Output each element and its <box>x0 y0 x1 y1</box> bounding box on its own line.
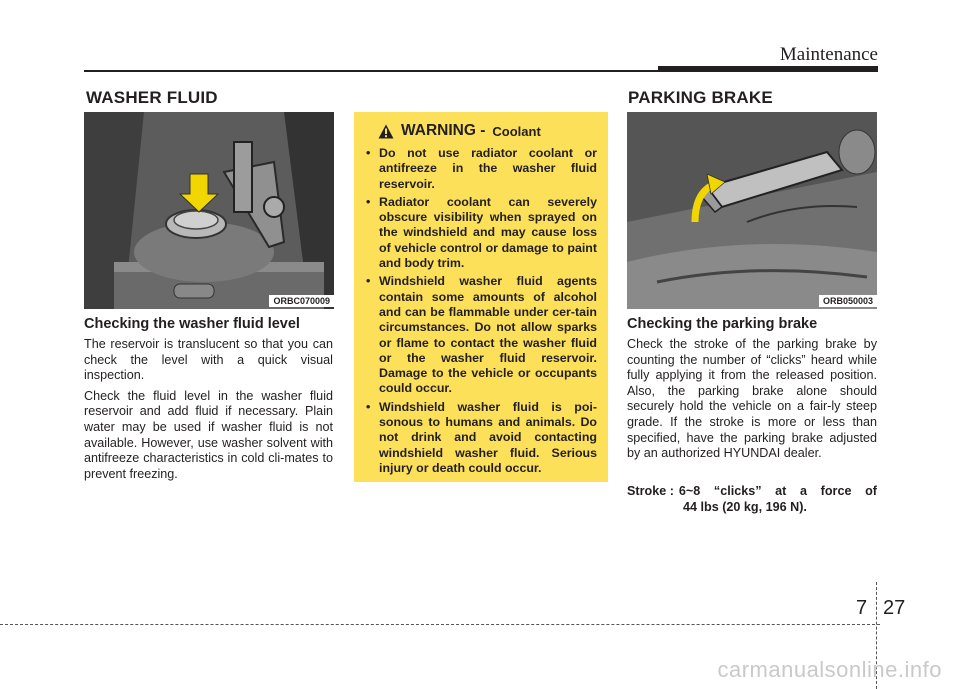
warning-item: • Radiator coolant can severely obscure visibility when sprayed on the windshield and may cause loss of vehicle control or damage to paint and body trim. <box>366 194 597 271</box>
parking-brake-photo <box>627 112 877 309</box>
warning-topic: Coolant <box>492 123 541 139</box>
washer-body <box>84 337 333 487</box>
warning-label: WARNING - <box>401 122 486 139</box>
warning-title <box>378 122 597 140</box>
stroke-spec <box>627 484 877 515</box>
parking-brake-illustration <box>627 112 877 309</box>
parking-body <box>627 337 877 467</box>
washer-paragraph-2: Check the fluid level in the washer fluid reservoir and add fluid if necessary. Plain water may be used if washer fluid is not available. However, use washer solvent with antifreeze characteristics in cold cli-mates to prevent freezing. <box>84 388 333 481</box>
stroke-value: 6~8 “clicks” at a force of <box>678 484 877 498</box>
parking-subheading: Checking the parking brake <box>627 316 818 332</box>
page-number: 27 <box>883 597 906 619</box>
watermark-text: carmanualsonline.info <box>717 657 942 682</box>
warning-box <box>354 112 608 482</box>
warning-triangle-icon <box>378 124 394 139</box>
stroke-value-line-2: 44 lbs (20 kg, 196 N). <box>683 499 807 514</box>
warning-list <box>366 146 597 476</box>
stroke-label: Stroke : <box>627 484 674 498</box>
parking-brake-heading: PARKING BRAKE <box>628 88 773 107</box>
washer-photo-code: ORBC070009 <box>269 295 334 307</box>
washer-subheading: Checking the washer fluid level <box>84 316 300 332</box>
warning-item: • Windshield washer fluid agents contain some amounts of alcohol and can be flammable under cer-tain circumstances. Do not allow sparks or flame to contact the washer fluid or the washer fluid reservoir. Damage to the vehicle or occupants could occur. <box>366 274 597 396</box>
parking-photo-code: ORB050003 <box>819 295 877 307</box>
chapter-number: 7 <box>856 597 868 619</box>
washer-fluid-heading: WASHER FLUID <box>86 88 218 107</box>
running-title: Maintenance <box>779 44 878 65</box>
warning-item: • Windshield washer fluid is poi-sonous to humans and animals. Do not drink and avoid contacting windshield washer fluid. Serious injury or death could occur. <box>366 399 597 475</box>
washer-reservoir-photo <box>84 112 334 309</box>
header-rule-accent <box>658 66 878 72</box>
washer-reservoir-illustration <box>84 112 334 309</box>
washer-paragraph-1: The reservoir is translucent so that you can check the level with a quick visual inspection. <box>84 337 333 383</box>
warning-item: • Do not use radiator coolant or antifreeze in the washer fluid reservoir. <box>366 146 597 191</box>
parking-paragraph: Check the stroke of the parking brake by counting the number of “clicks” heard while fully applying it from the released position. Also, the parking brake alone should securely hold the vehicle on a fair-ly steep grade. If the stroke is more or less than specified, have the parking brake adjusted by an authorized HYUNDAI dealer. <box>627 337 877 461</box>
footer-rule <box>0 624 880 625</box>
